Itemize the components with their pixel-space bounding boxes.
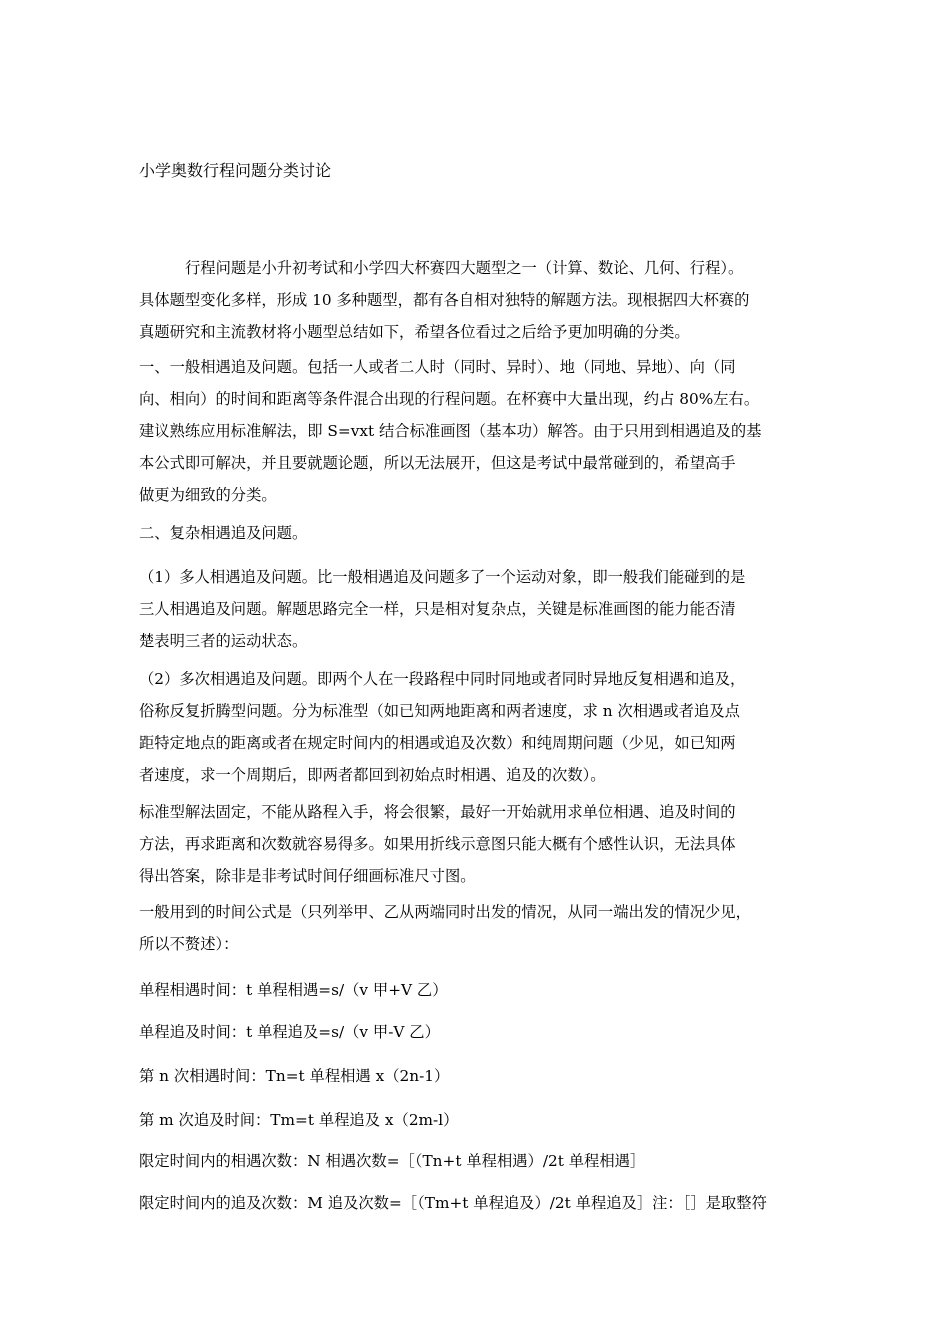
section2-item2-line: 者速度，求一个周期后，即两者都回到初始点时相遇、追及的次数）。	[139, 766, 606, 784]
formula-line: 第 m 次追及时间：Tm=t 单程追及 x（2m-l）	[139, 1111, 459, 1129]
section2-item1-line: （1）多人相遇追及问题。比一般相遇追及问题多了一个运动对象，即一般我们能碰到的是	[139, 568, 746, 586]
formula-intro-line: 所以不赘述）：	[139, 935, 239, 953]
section1-line: 做更为细致的分类。	[139, 486, 277, 504]
document-title: 小学奥数行程问题分类讨论	[139, 161, 332, 180]
standard-method-line: 得出答案，除非是非考试时间仔细画标准尺寸图。	[139, 867, 476, 885]
standard-method-paragraph	[139, 796, 736, 892]
section1-line: 本公式即可解决，并且要就题论题，所以无法展开，但这是考试中最常碰到的，希望高手	[139, 454, 736, 472]
formula-line: 限定时间内的追及次数：M 追及次数=［（Tm+t 单程追及）/2t 单程追及］注：［］是取整符	[139, 1194, 767, 1212]
section1-line: 向、相向）的时间和距离等条件混合出现的行程问题。在杯赛中大量出现，约占 80%左右。	[139, 390, 760, 408]
section2-item1-line: 三人相遇追及问题。解题思路完全一样，只是相对复杂点，关键是标准画图的能力能否清	[139, 600, 736, 618]
section1-paragraph	[139, 351, 761, 511]
intro-line: 真题研究和主流教材将小题型总结如下，希望各位看过之后给予更加明确的分类。	[139, 323, 690, 341]
section2-item2-line: 距特定地点的距离或者在规定时间内的相遇或追及次数）和纯周期问题（少见，如已知两	[139, 734, 736, 752]
intro-line: 具体题型变化多样，形成 10 多种题型，都有各自相对独特的解题方法。现根据四大杯赛的	[139, 291, 750, 309]
standard-method-line: 方法，再求距离和次数就容易得多。如果用折线示意图只能大概有个感性认识，无法具体	[139, 835, 736, 853]
formula-line: 第 n 次相遇时间：Tn=t 单程相遇 x（2n-1）	[139, 1067, 450, 1085]
formula-line: 单程相遇时间：t 单程相遇=s/（v 甲+V 乙）	[139, 981, 448, 999]
section2-heading-text: 二、复杂相遇追及问题。	[139, 524, 308, 542]
section1-line: 一、一般相遇追及问题。包括一人或者二人时（同时、异时）、地（同地、异地）、向（同	[139, 358, 736, 376]
section2-item2-line: 俗称反复折腾型问题。分为标准型（如已知两地距离和两者速度，求 n 次相遇或者追及点	[139, 702, 740, 720]
section2-heading	[139, 517, 307, 549]
intro-line: 行程问题是小升初考试和小学四大杯赛四大题型之一（计算、数论、几何、行程）。	[185, 259, 744, 277]
formula-line: 限定时间内的相遇次数：N 相遇次数=［（Tn+t 单程相遇）/2t 单程相遇］	[139, 1152, 646, 1170]
section2-item2-paragraph	[139, 663, 745, 791]
section1-line: 建议熟练应用标准解法，即 S=vxt 结合标准画图（基本功）解答。由于只用到相遇追及的基	[139, 422, 762, 440]
formula-line: 单程追及时间：t 单程追及=s/（v 甲-V 乙）	[139, 1023, 440, 1041]
formula-intro-line: 一般用到的时间公式是（只列举甲、乙从两端同时出发的情况，从同一端出发的情况少见，	[139, 903, 751, 921]
standard-method-line: 标准型解法固定，不能从路程入手，将会很繁，最好一开始就用求单位相遇、追及时间的	[139, 803, 736, 821]
section2-item2-line: （2）多次相遇追及问题。即两个人在一段路程中同时同地或者同时异地反复相遇和追及，	[139, 670, 746, 688]
section2-item1-paragraph	[139, 561, 745, 657]
intro-paragraph	[139, 252, 749, 348]
section2-item1-line: 楚表明三者的运动状态。	[139, 632, 308, 650]
formula-intro-paragraph	[139, 896, 751, 960]
